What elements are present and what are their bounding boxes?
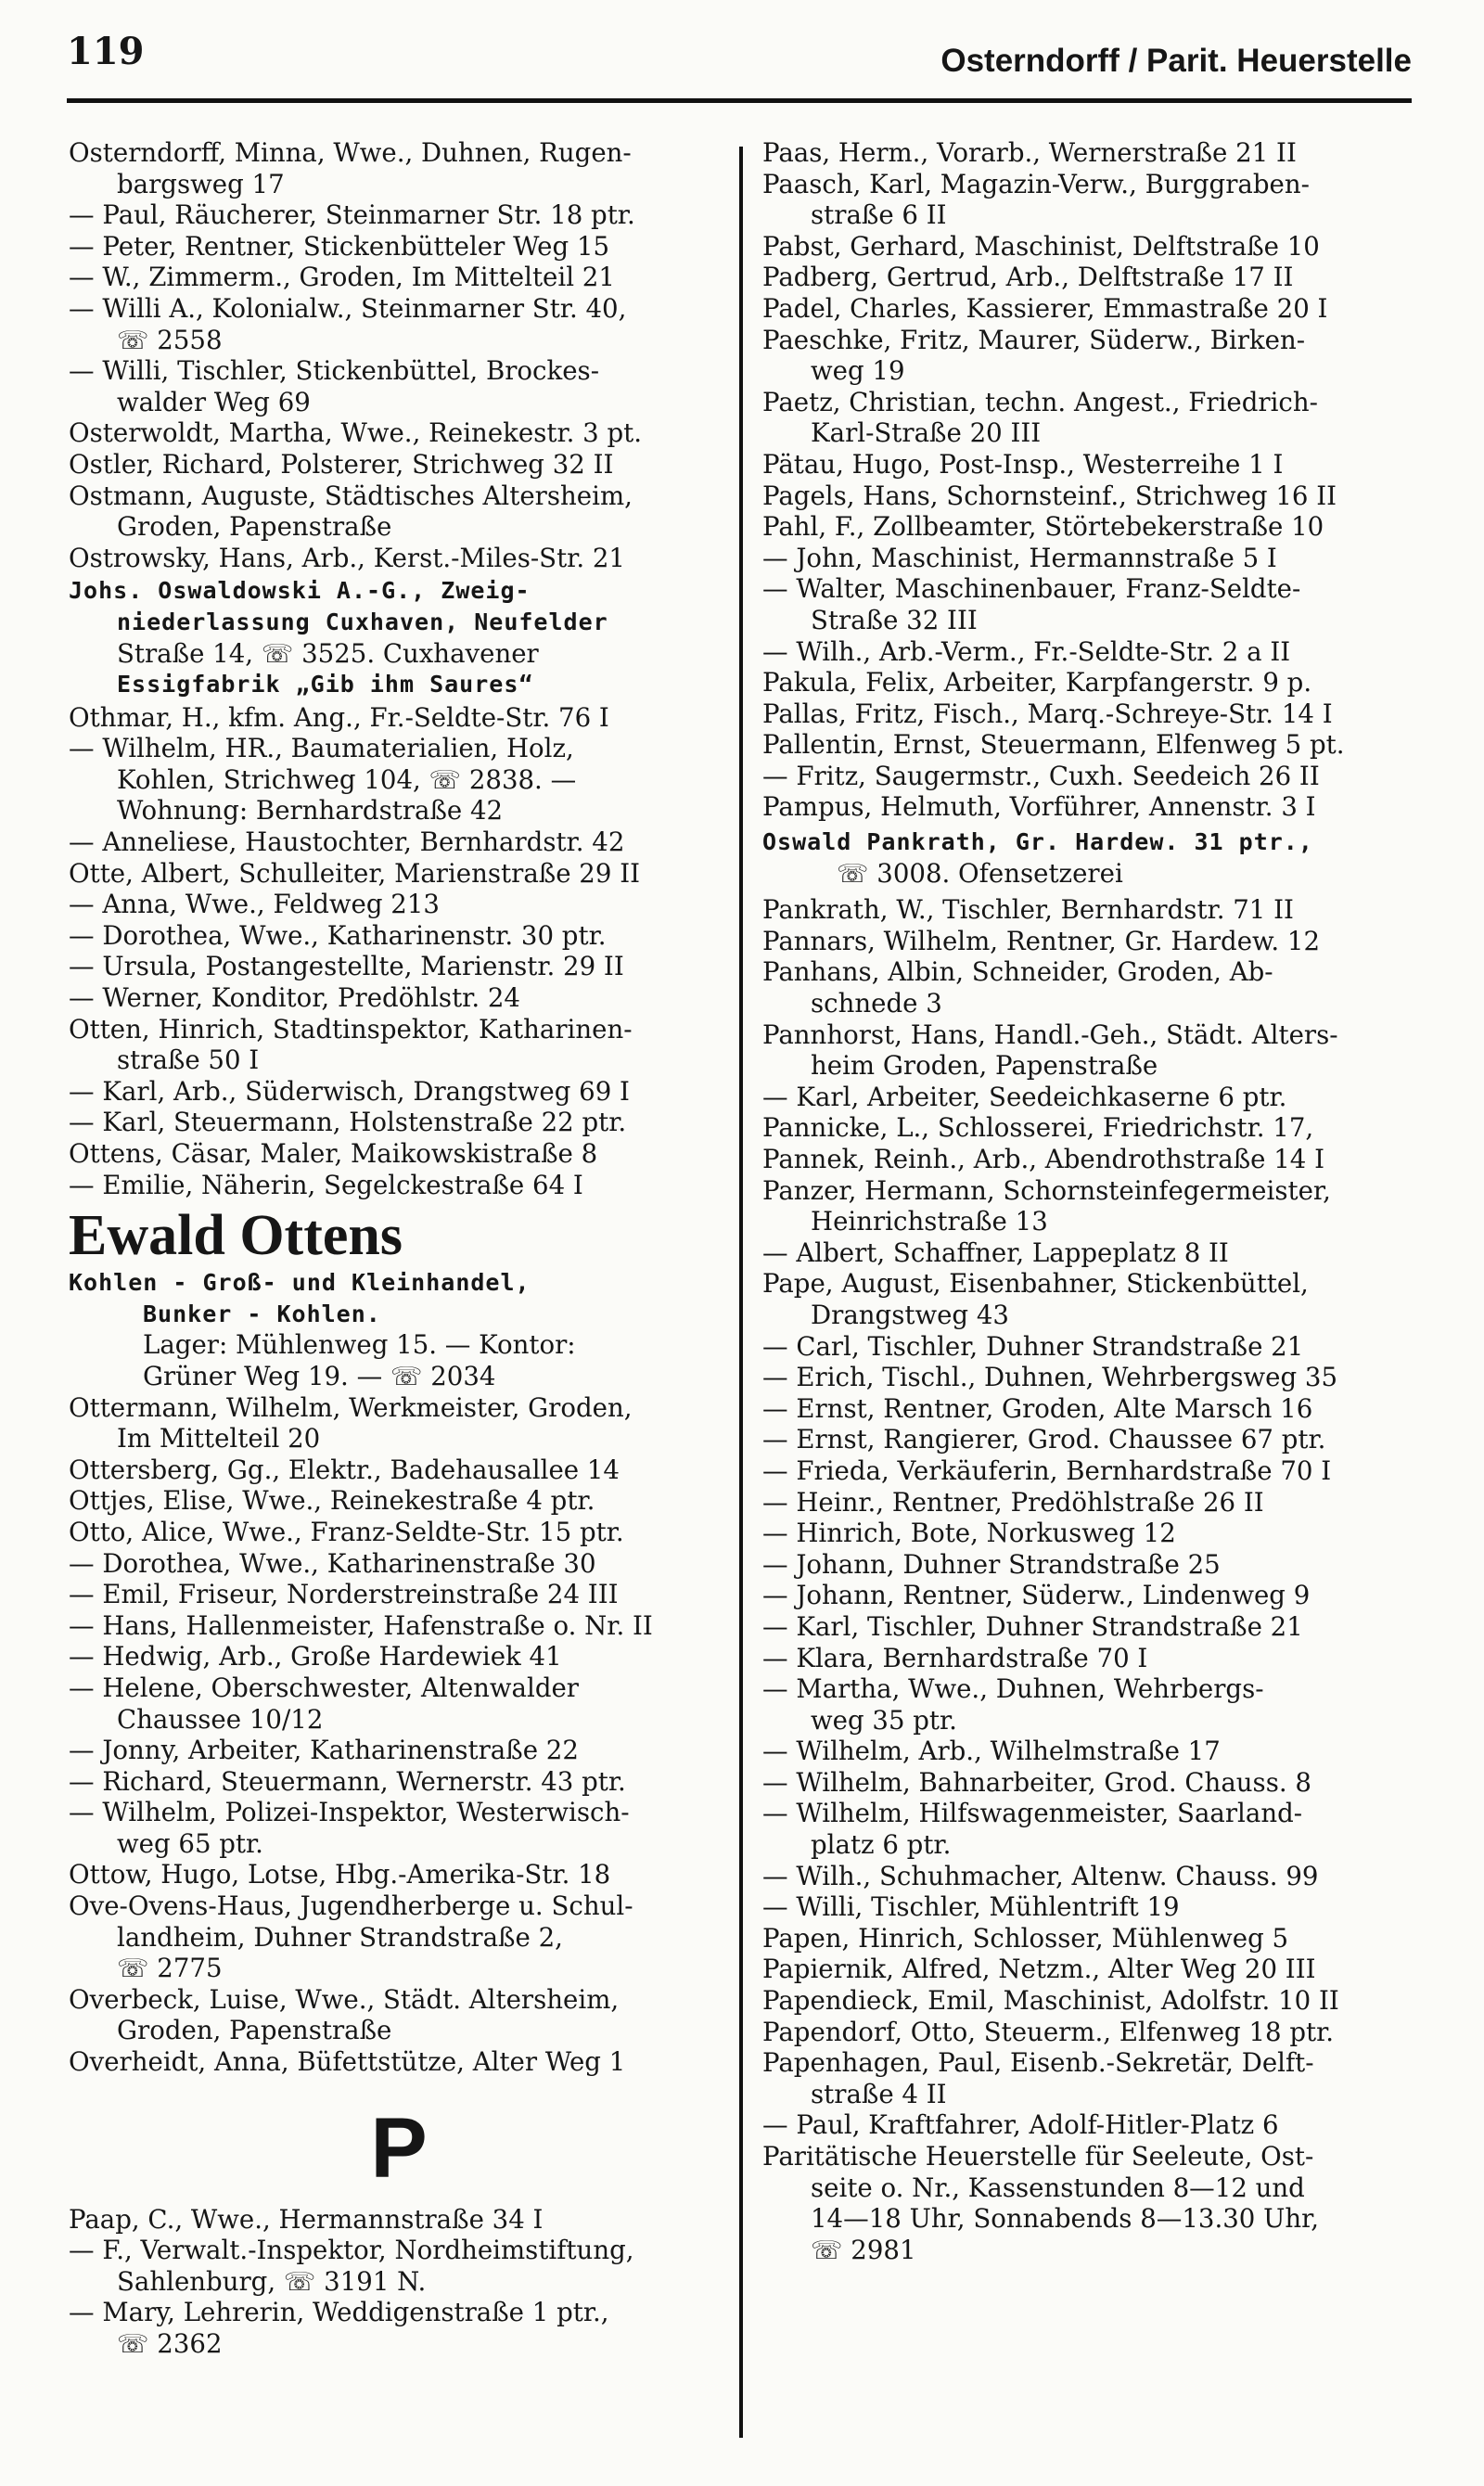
- directory-entry: [762, 1611, 1412, 1643]
- directory-entry: [762, 1019, 1412, 1082]
- directory-entry: [762, 2109, 1412, 2141]
- entry-line: Ostmann, Auguste, Städtisches Altersheim,: [69, 480, 633, 511]
- directory-entry: [69, 543, 729, 574]
- entry-continuation: straße 50 I: [117, 1044, 260, 1076]
- directory-entry: [69, 1859, 729, 1890]
- page-number: 119: [67, 30, 145, 73]
- entry-line: Ottermann, Wilhelm, Werkmeister, Groden,: [69, 1391, 633, 1423]
- directory-entry: [762, 1643, 1412, 1674]
- entry-line: — Emil, Friseur, Norderstreinstraße 24 III: [69, 1579, 619, 1610]
- column-divider: [739, 147, 743, 2438]
- directory-entry: [69, 1984, 729, 2046]
- left-entries-b: [69, 702, 729, 1201]
- directory-entry: [69, 702, 729, 734]
- entry-line: Otte, Albert, Schulleiter, Marienstraße 29 II: [69, 857, 640, 889]
- entry-line: — Hinrich, Bote, Norkusweg 12: [762, 1518, 1176, 1549]
- directory-entry: [69, 1107, 729, 1138]
- entry-line: — Willi, Tischler, Stickenbüttel, Brockes-: [69, 355, 600, 387]
- directory-entry: [762, 1861, 1412, 1892]
- pankrath-advertisement: [762, 827, 1412, 889]
- entry-line: Pannhorst, Hans, Handl.-Geh., Städt. Alters-: [762, 1019, 1338, 1050]
- entry-line: — Ernst, Rentner, Groden, Alte Marsch 16: [762, 1392, 1313, 1424]
- directory-entry: [69, 1766, 729, 1798]
- entry-line: Pannars, Wilhelm, Rentner, Gr. Hardew. 12: [762, 925, 1321, 956]
- entry-line: — Martha, Wwe., Duhnen, Wehrbergs-: [762, 1673, 1264, 1705]
- entry-continuation: weg 65 ptr.: [117, 1827, 263, 1859]
- directory-entry: [69, 1485, 729, 1517]
- entry-continuation: weg 19: [811, 355, 905, 387]
- entry-line: — Dorothea, Wwe., Katharinenstraße 30: [69, 1547, 596, 1579]
- directory-entry: [69, 1076, 729, 1108]
- directory-entry: [762, 1393, 1412, 1425]
- entry-continuation: straße 4 II: [811, 2078, 947, 2109]
- directory-entry: [762, 1268, 1412, 1330]
- entry-line: — Jonny, Arbeiter, Katharinenstraße 22: [69, 1735, 579, 1766]
- entry-line: — Johann, Rentner, Süderw., Lindenweg 9: [762, 1580, 1311, 1611]
- entry-line: Pannek, Reinh., Arb., Abendrothstraße 14 I: [762, 1144, 1325, 1174]
- entry-line: — Dorothea, Wwe., Katharinenstr. 30 ptr.: [69, 919, 607, 951]
- entry-line: Overbeck, Luise, Wwe., Städt. Altersheim,: [69, 1983, 620, 2015]
- entry-line: — Heinr., Rentner, Predöhlstraße 26 II: [762, 1486, 1264, 1518]
- directory-entry: [69, 889, 729, 920]
- entry-line: — Mary, Lehrerin, Weddigenstraße 1 ptr.,: [69, 2297, 609, 2328]
- directory-entry: [762, 511, 1412, 543]
- directory-entry: [69, 1392, 729, 1454]
- entry-line: Pannicke, L., Schlosserei, Friedrichstr. 17,: [762, 1112, 1314, 1144]
- entry-line: — Anneliese, Haustochter, Bernhardstr. 42: [69, 827, 625, 858]
- directory-entry: [762, 926, 1412, 957]
- directory-entry: [762, 1923, 1412, 1954]
- entry-continuation: Wohnung: Bernhardstraße 42: [117, 795, 504, 827]
- ad-line: ☏ 3008. Ofensetzerei: [837, 857, 1123, 889]
- entry-continuation: landheim, Duhner Strandstraße 2,: [117, 1921, 563, 1953]
- ad-line: Bunker - Kohlen.: [143, 1300, 381, 1327]
- directory-entry: [762, 1580, 1412, 1611]
- directory-entry: [762, 1424, 1412, 1455]
- entry-line: — W., Zimmerm., Groden, Im Mittelteil 21: [69, 262, 615, 293]
- entry-line: — Paul, Räucherer, Steinmarner Str. 18 ptr.: [69, 199, 635, 231]
- directory-entry: [762, 1736, 1412, 1767]
- entry-line: Padberg, Gertrud, Arb., Delftstraße 17 II: [762, 262, 1294, 293]
- directory-entry: [762, 293, 1412, 325]
- entry-continuation: walder Weg 69: [117, 386, 311, 417]
- entry-line: — Karl, Arb., Süderwisch, Drangstweg 69 I: [69, 1075, 630, 1107]
- directory-entry: [762, 262, 1412, 293]
- entry-continuation: heim Groden, Papenstraße: [811, 1050, 1158, 1082]
- directory-entry: [762, 1673, 1412, 1736]
- ad-line: Johs. Oswaldowski A.-G., Zweig-: [69, 577, 531, 605]
- directory-entry: [762, 1518, 1412, 1549]
- entry-line: Osterwoldt, Martha, Wwe., Reinekestr. 3 pt.: [69, 417, 643, 449]
- entry-line: — Carl, Tischler, Duhner Strandstraße 21: [762, 1330, 1304, 1362]
- directory-entry: [69, 1890, 729, 1984]
- section-letter-heading: P: [370, 2100, 428, 2196]
- directory-entry: [69, 1797, 729, 1859]
- entry-line: — Wilhelm, Polizei-Inspektor, Westerwisch-: [69, 1797, 630, 1828]
- directory-entry: [762, 1549, 1412, 1581]
- entry-line: — Fritz, Saugermstr., Cuxh. Seedeich 26 II: [762, 760, 1320, 791]
- entry-continuation: Groden, Papenstraße: [117, 2015, 392, 2046]
- entry-continuation: weg 35 ptr.: [811, 1704, 957, 1736]
- directory-entry: [762, 325, 1412, 387]
- entry-line: — Karl, Arbeiter, Seedeichkaserne 6 ptr.: [762, 1081, 1287, 1112]
- entry-line: — Albert, Schaffner, Lappeplatz 8 II: [762, 1237, 1229, 1268]
- directory-entry: [762, 481, 1412, 512]
- entry-line: — Richard, Steuermann, Wernerstr. 43 ptr.: [69, 1765, 626, 1797]
- directory-entry: [69, 1735, 729, 1766]
- directory-entry: [762, 1362, 1412, 1393]
- directory-entry: [762, 1891, 1412, 1923]
- directory-entry: [762, 573, 1412, 635]
- entry-line: — Karl, Steuermann, Holstenstraße 22 ptr.: [69, 1107, 627, 1138]
- entry-continuation: ☏ 2362: [117, 2328, 223, 2359]
- entry-continuation: bargsweg 17: [117, 168, 285, 199]
- directory-entry: [762, 1082, 1412, 1113]
- directory-entry: [69, 920, 729, 952]
- entry-line: Pallas, Fritz, Fisch., Marq.-Schreye-Str. 14 I: [762, 698, 1333, 729]
- directory-entry: [69, 1579, 729, 1610]
- entry-line: — Walter, Maschinenbauer, Franz-Seldte-: [762, 573, 1301, 605]
- directory-entry: [69, 1454, 729, 1486]
- entry-line: Osterndorff, Minna, Wwe., Duhnen, Rugen-: [69, 137, 632, 168]
- entry-line: — Wilh., Arb.-Verm., Fr.-Seldte-Str. 2 a II: [762, 635, 1291, 667]
- directory-entry: [69, 858, 729, 890]
- directory-entry: [762, 956, 1412, 1019]
- entry-line: — Wilhelm, Arb., Wilhelmstraße 17: [762, 1736, 1221, 1767]
- entry-line: Ottow, Hugo, Lotse, Hbg.-Amerika-Str. 18: [69, 1859, 611, 1890]
- directory-entry: [69, 1517, 729, 1548]
- right-entries-b: [762, 894, 1412, 2265]
- directory-entry: [762, 231, 1412, 263]
- entry-line: Papendieck, Emil, Maschinist, Adolfstr. 10 II: [762, 1985, 1339, 2017]
- entry-line: Pabst, Gerhard, Maschinist, Delftstraße 10: [762, 230, 1320, 262]
- entry-line: — Helene, Oberschwester, Altenwalder: [69, 1672, 580, 1703]
- directory-entry: [762, 1175, 1412, 1237]
- entry-line: Pakula, Felix, Arbeiter, Karpfangerstr. 9 p.: [762, 667, 1312, 698]
- entry-line: — Emilie, Näherin, Segelckestraße 64 I: [69, 1169, 583, 1200]
- directory-entry: [69, 262, 729, 293]
- right-entries-a: [762, 137, 1412, 823]
- directory-entry: [762, 1798, 1412, 1860]
- entry-line: — Werner, Konditor, Predöhlstr. 24: [69, 982, 520, 1014]
- entry-continuation: Chaussee 10/12: [117, 1703, 324, 1735]
- entry-line: Paas, Herm., Vorarb., Wernerstraße 21 II: [762, 137, 1297, 168]
- directory-entry: [69, 231, 729, 263]
- running-header-title: Osterndorff / Parit. Heuerstelle: [940, 43, 1412, 79]
- directory-entry: [762, 791, 1412, 823]
- directory-entry: [69, 449, 729, 481]
- ad-line: Straße 14, ☏ 3525. Cuxhavener: [117, 637, 539, 669]
- entry-line: — Peter, Rentner, Stickenbütteler Weg 15: [69, 230, 610, 262]
- entry-line: Othmar, H., kfm. Ang., Fr.-Seldte-Str. 76 I: [69, 701, 609, 733]
- entry-continuation: Karl-Straße 20 III: [811, 417, 1042, 449]
- directory-entry: [762, 2017, 1412, 2048]
- directory-entry: [762, 1112, 1412, 1144]
- entry-line: — Anna, Wwe., Feldweg 213: [69, 889, 440, 920]
- entry-line: Panhans, Albin, Schneider, Groden, Ab-: [762, 956, 1273, 988]
- entry-line: Pape, August, Eisenbahner, Stickenbüttel,: [762, 1268, 1309, 1300]
- entry-line: Papen, Hinrich, Schlosser, Mühlenweg 5: [762, 1922, 1289, 1954]
- entry-continuation: ☏ 2558: [117, 324, 223, 355]
- entry-continuation: ☏ 2775: [117, 1953, 223, 1984]
- entry-line: Otto, Alice, Wwe., Franz-Seldte-Str. 15 ptr.: [69, 1516, 624, 1547]
- entry-line: — Wilhelm, Bahnarbeiter, Grod. Chauss. 8: [762, 1766, 1311, 1798]
- left-entries-a: [69, 137, 729, 573]
- entry-line: — Ursula, Postangestellte, Marienstr. 29 II: [69, 951, 624, 982]
- right-column: [762, 137, 1412, 2265]
- entry-line: — Ernst, Rangierer, Grod. Chaussee 67 ptr.: [762, 1424, 1326, 1455]
- entry-line: Ottens, Cäsar, Maler, Maikowskistraße 8: [69, 1138, 598, 1169]
- left-entries-c: [69, 1392, 729, 2078]
- directory-entry: [762, 2141, 1412, 2265]
- directory-entry: [69, 2046, 729, 2078]
- entry-line: Otten, Hinrich, Stadtinspektor, Katharinen-: [69, 1013, 633, 1044]
- entry-line: — Wilh., Schuhmacher, Altenw. Chauss. 99: [762, 1860, 1319, 1891]
- entry-continuation: ☏ 2981: [811, 2234, 916, 2265]
- directory-entry: [762, 387, 1412, 449]
- directory-entry: [762, 1455, 1412, 1487]
- directory-entry: [762, 894, 1412, 926]
- entry-line: — Wilhelm, Hilfswagenmeister, Saarland-: [762, 1798, 1303, 1829]
- entry-line: Ostrowsky, Hans, Arb., Kerst.-Miles-Str. 21: [69, 542, 625, 573]
- entry-continuation: Sahlenburg, ☏ 3191 N.: [117, 2265, 427, 2297]
- entry-line: Padel, Charles, Kassierer, Emmastraße 20 I: [762, 292, 1328, 324]
- entry-line: Ove-Ovens-Haus, Jugendherberge u. Schul-: [69, 1890, 633, 1922]
- directory-entry: [762, 449, 1412, 481]
- entry-line: Paap, C., Wwe., Hermannstraße 34 I: [69, 2203, 544, 2235]
- directory-entry: [762, 667, 1412, 698]
- entry-continuation: Groden, Papenstraße: [117, 511, 392, 543]
- directory-entry: [69, 137, 729, 199]
- directory-entry: [762, 137, 1412, 169]
- directory-entry: [762, 1985, 1412, 2017]
- entry-line: Overheidt, Anna, Büfettstütze, Alter Weg 1: [69, 2046, 626, 2078]
- entry-line: — John, Maschinist, Hermannstraße 5 I: [762, 542, 1277, 573]
- directory-entry: [69, 1548, 729, 1580]
- entry-line: — Klara, Bernhardstraße 70 I: [762, 1642, 1148, 1673]
- entry-line: Pampus, Helmuth, Vorführer, Annenstr. 3 I: [762, 791, 1316, 823]
- entry-continuation: Straße 32 III: [811, 604, 978, 635]
- directory-entry: [69, 733, 729, 827]
- entry-line: — Willi, Tischler, Mühlentrift 19: [762, 1891, 1180, 1923]
- entry-continuation: Im Mittelteil 20: [117, 1423, 321, 1454]
- directory-entry: [69, 1641, 729, 1672]
- directory-entry: [69, 951, 729, 982]
- ad-line: Oswald Pankrath, Gr. Hardew. 31 ptr.,: [762, 828, 1313, 856]
- entry-line: Papendorf, Otto, Steuerm., Elfenweg 18 ptr.: [762, 2016, 1335, 2047]
- directory-entry: [69, 1014, 729, 1076]
- oswaldowski-advertisement: [69, 575, 729, 699]
- ad-company-name: Ewald Ottens: [69, 1204, 403, 1268]
- entry-continuation: Heinrichstraße 13: [811, 1206, 1048, 1237]
- ad-line: Essigfabrik „Gib ihm Saures“: [117, 671, 534, 698]
- directory-entry: [762, 729, 1412, 761]
- entry-line: Panzer, Hermann, Schornsteinfegermeister,: [762, 1174, 1331, 1206]
- directory-entry: [69, 293, 729, 355]
- left-column: [69, 137, 729, 2360]
- entry-line: Paritätische Heuerstelle für Seeleute, Ost-: [762, 2141, 1314, 2172]
- directory-entry: [69, 982, 729, 1014]
- directory-entry: [762, 636, 1412, 668]
- directory-entry: [762, 1331, 1412, 1363]
- entry-line: — Hedwig, Arb., Große Hardewiek 41: [69, 1641, 562, 1672]
- entry-continuation: straße 6 II: [811, 199, 947, 231]
- directory-entry: [762, 543, 1412, 574]
- directory-entry: [69, 2204, 729, 2236]
- directory-entry: [69, 2235, 729, 2297]
- entry-continuation: 14—18 Uhr, Sonnabends 8—13.30 Uhr,: [811, 2203, 1320, 2235]
- ottens-advertisement: [69, 1206, 729, 1391]
- directory-entry: [762, 169, 1412, 231]
- entry-continuation: Drangstweg 43: [811, 1299, 1009, 1330]
- entry-line: Ottersberg, Gg., Elektr., Badehausallee 14: [69, 1454, 620, 1485]
- entry-line: Pallentin, Ernst, Steuermann, Elfenweg 5 pt.: [762, 729, 1345, 761]
- entry-continuation: seite o. Nr., Kassenstunden 8—12 und: [811, 2172, 1305, 2203]
- entry-line: Pankrath, W., Tischler, Bernhardstr. 71 II: [762, 894, 1294, 926]
- left-entries-d: [69, 2204, 729, 2360]
- directory-entry: [69, 355, 729, 417]
- directory-entry: [762, 1237, 1412, 1269]
- directory-entry: [69, 417, 729, 449]
- directory-entry: [69, 2297, 729, 2359]
- directory-entry: [762, 1144, 1412, 1175]
- entry-line: Papiernik, Alfred, Netzm., Alter Weg 20 III: [762, 1954, 1316, 1985]
- entry-line: — F., Verwalt.-Inspektor, Nordheimstiftung,: [69, 2235, 634, 2266]
- entry-line: Paasch, Karl, Magazin-Verw., Burggraben-: [762, 168, 1310, 199]
- entry-continuation: schnede 3: [811, 988, 942, 1019]
- entry-line: — Erich, Tischl., Duhnen, Wehrbergsweg 35: [762, 1362, 1338, 1393]
- entry-continuation: Kohlen, Strichweg 104, ☏ 2838. —: [117, 763, 577, 795]
- directory-entry: [762, 1954, 1412, 1985]
- directory-entry: [762, 698, 1412, 730]
- entry-continuation: platz 6 ptr.: [811, 1829, 952, 1861]
- entry-line: Pagels, Hans, Schornsteinf., Strichweg 16 II: [762, 480, 1337, 511]
- entry-line: Pätau, Hugo, Post-Insp., Westerreihe 1 I: [762, 448, 1284, 480]
- entry-line: Ostler, Richard, Polsterer, Strichweg 32 II: [69, 448, 614, 480]
- directory-entry: [762, 2047, 1412, 2109]
- entry-line: Paetz, Christian, techn. Angest., Friedrich-: [762, 386, 1318, 417]
- directory-entry: [69, 1610, 729, 1642]
- entry-line: — Johann, Duhner Strandstraße 25: [762, 1548, 1221, 1580]
- directory-entry: [69, 1672, 729, 1735]
- entry-line: Papenhagen, Paul, Eisenb.-Sekretär, Delft-: [762, 2047, 1314, 2079]
- entry-line: — Frieda, Verkäuferin, Bernhardstraße 70 I: [762, 1454, 1332, 1486]
- ad-line: Kohlen - Groß- und Kleinhandel,: [69, 1269, 531, 1297]
- directory-entry: [762, 1767, 1412, 1799]
- directory-entry: [69, 827, 729, 858]
- ad-line: Lager: Mühlenweg 15. — Kontor:: [143, 1329, 576, 1361]
- entry-line: — Karl, Tischler, Duhner Strandstraße 21: [762, 1610, 1303, 1642]
- ad-line: Grüner Weg 19. — ☏ 2034: [143, 1360, 496, 1391]
- entry-line: — Hans, Hallenmeister, Hafenstraße o. Nr. II: [69, 1609, 653, 1641]
- entry-line: — Wilhelm, HR., Baumaterialien, Holz,: [69, 733, 574, 764]
- entry-line: Ottjes, Elise, Wwe., Reinekestraße 4 ptr.: [69, 1485, 595, 1517]
- entry-line: — Paul, Kraftfahrer, Adolf-Hitler-Platz 6: [762, 2109, 1279, 2141]
- directory-entry: [762, 1487, 1412, 1519]
- entry-line: Pahl, F., Zollbeamter, Störtebekerstraße 10: [762, 511, 1324, 543]
- directory-entry: [69, 199, 729, 231]
- ad-line: niederlassung Cuxhaven, Neufelder: [117, 608, 608, 635]
- directory-entry: [762, 761, 1412, 792]
- entry-line: — Willi A., Kolonialw., Steinmarner Str. 40,: [69, 292, 627, 324]
- entry-line: Paeschke, Fritz, Maurer, Süderw., Birken-: [762, 324, 1306, 355]
- directory-entry: [69, 1170, 729, 1201]
- header-rule: [67, 98, 1412, 103]
- directory-entry: [69, 1138, 729, 1170]
- directory-entry: [69, 481, 729, 543]
